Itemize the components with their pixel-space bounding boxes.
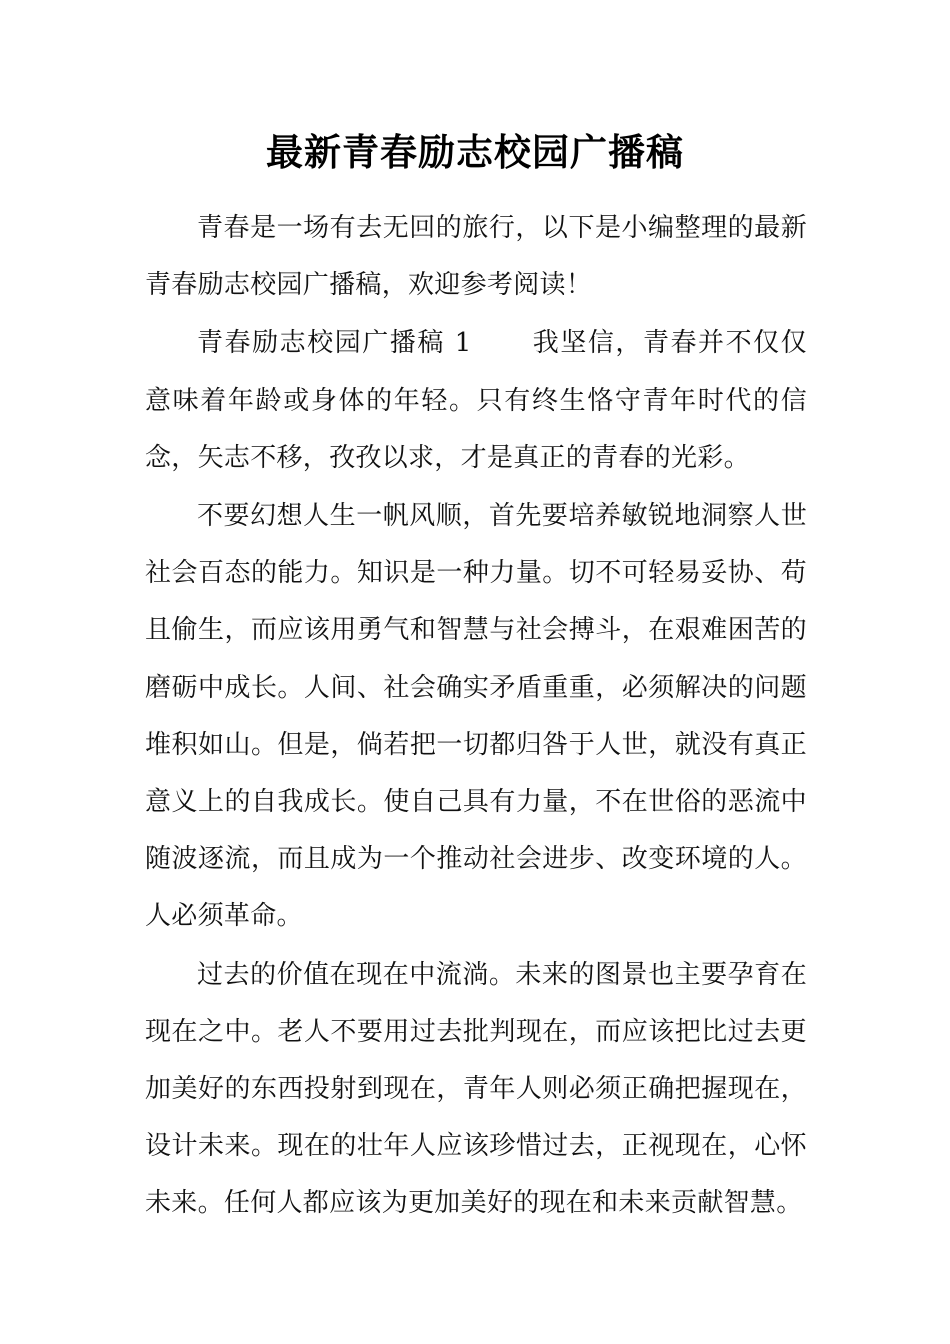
body-paragraph bbox=[145, 488, 807, 946]
paragraph-text: 不要幻想人生一帆风顺，首先要培养敏锐地洞察人世社会百态的能力。知识是一种力量。切不可轻易妥协、苟且偷生，而应该用勇气和智慧与社会搏斗，在艰难困苦的磨砺中成长。人间、社会确实矛盾重重，必须解决的问题堆积如山。但是，倘若把一切都归咎于人世，就没有真正意义上的自我成长。使自己具有力量，不在世俗的恶流中随波逐流，而且成为一个推动社会进步、改变环境的人。人必须革命。 bbox=[145, 501, 807, 932]
paragraph-text: 过去的价值在现在中流淌。未来的图景也主要孕育在现在之中。老人不要用过去批判现在，而应该把比过去更加美好的东西投射到现在，青年人则必须正确把握现在，设计未来。现在的壮年人应该珍惜过去，正视现在，心怀未来。任何人都应该为更加美好的现在和未来贡献智慧。 bbox=[145, 959, 807, 1219]
intro-paragraph bbox=[145, 200, 807, 314]
section-heading: 青春励志校园广播稿 1 bbox=[197, 328, 472, 359]
body-paragraph bbox=[145, 947, 807, 1233]
intro-text: 青春是一场有去无回的旅行，以下是小编整理的最新青春励志校园广播稿，欢迎参考阅读！ bbox=[145, 213, 807, 301]
section-1-paragraph bbox=[145, 315, 807, 487]
document-title: 最新青春励志校园广播稿 bbox=[266, 131, 684, 174]
document-body bbox=[145, 200, 807, 1234]
section-1-text: 我坚信，青春并不仅仅意味着年龄或身体的年轻。只有终生恪守青年时代的信念，矢志不移，孜孜以求，才是真正的青春的光彩。 bbox=[145, 328, 807, 473]
